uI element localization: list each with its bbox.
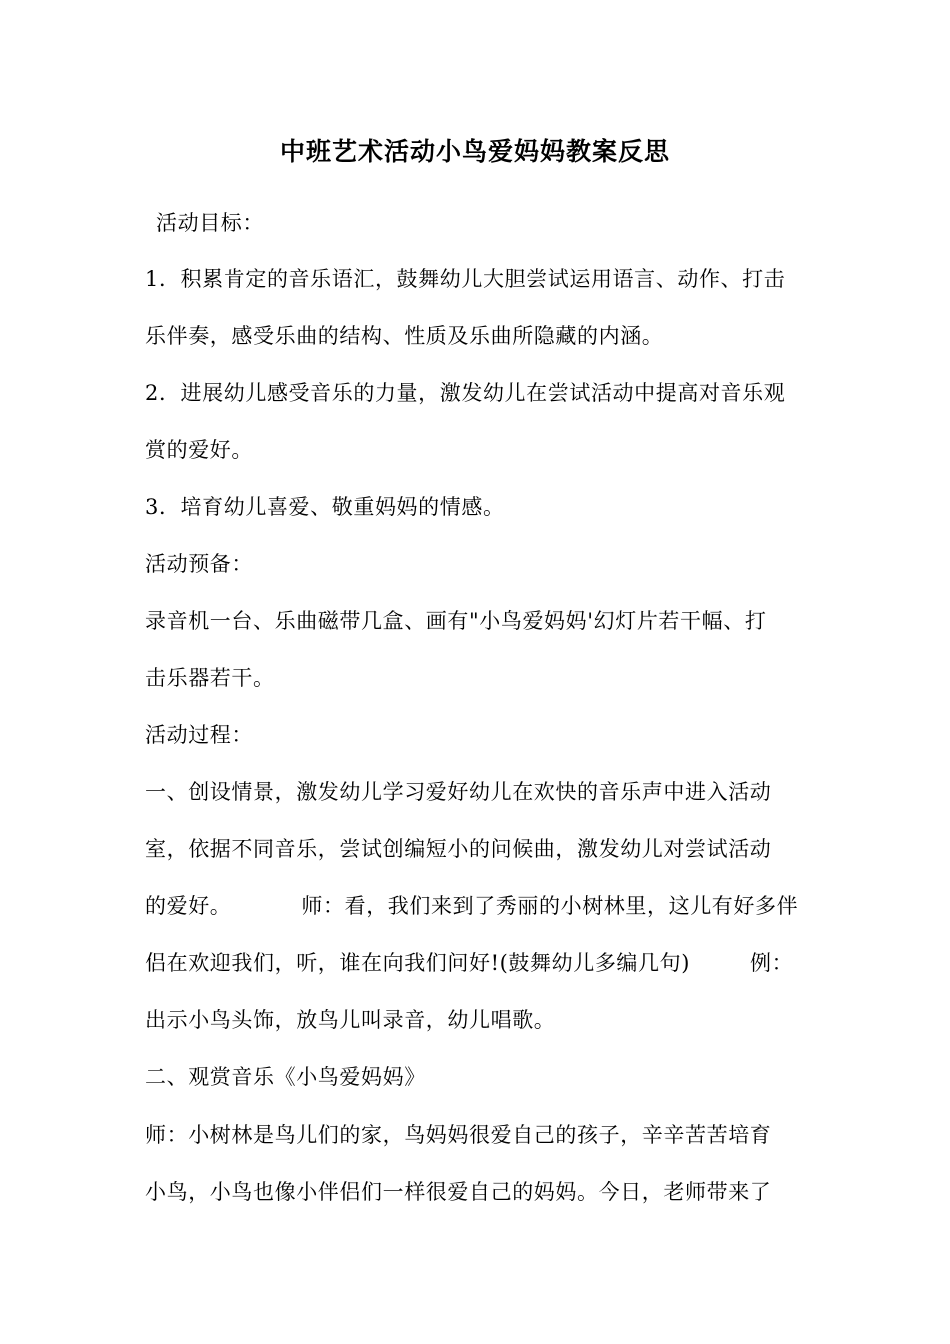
paragraph-line: 师：小树林是鸟儿们的家，鸟妈妈很爱自己的孩子，辛辛苦苦培育 [145, 1123, 772, 1147]
heading-activity-goals: 活动目标： [156, 211, 264, 235]
paragraph-line: 录音机一台、乐曲磁带几盒、画有"小鸟爱妈妈'幻灯片若干幅、打 [145, 609, 767, 633]
paragraph-line: 一、创设情景，激发幼儿学习爱好幼儿在欢快的音乐声中进入活动 [145, 780, 772, 804]
line-segment: 例： [750, 951, 794, 975]
heading-section-two: 二、观赏音乐《小鸟爱妈妈》 [145, 1065, 426, 1089]
line-segment: 侣在欢迎我们，听，谁在向我们问好!(鼓舞幼儿多编几句) [145, 951, 691, 975]
line-segment: 师：看，我们来到了秀丽的小树林里，这儿有好多伴 [301, 894, 799, 918]
document-title: 中班艺术活动小鸟爱妈妈教案反思 [279, 137, 670, 166]
paragraph-line [145, 948, 825, 978]
paragraph-line: 2．进展幼儿感受音乐的力量，激发幼儿在尝试活动中提高对音乐观 [145, 381, 786, 405]
paragraph-line: 室，依据不同音乐，尝试创编短小的问候曲，激发幼儿对尝试活动 [145, 837, 772, 861]
paragraph-line: 乐伴奏，感受乐曲的结构、性质及乐曲所隐藏的内涵。 [145, 324, 664, 348]
paragraph-line [145, 891, 825, 921]
heading-activity-process: 活动过程： [145, 723, 253, 747]
paragraph-line: 赏的爱好。 [145, 438, 253, 462]
heading-activity-preparation: 活动预备： [145, 552, 253, 576]
paragraph-line: 出示小鸟头饰，放鸟儿叫录音，幼儿唱歌。 [145, 1008, 556, 1032]
paragraph-line: 3．培育幼儿喜爱、敬重妈妈的情感。 [145, 495, 505, 519]
paragraph-line: 小鸟，小鸟也像小伴侣们一样很爱自己的妈妈。今日，老师带来了 [145, 1180, 772, 1204]
paragraph-line: 1．积累肯定的音乐语汇，鼓舞幼儿大胆尝试运用语言、动作、打击 [145, 267, 786, 291]
paragraph-line: 击乐器若干。 [145, 666, 275, 690]
line-segment: 的爱好。 [145, 894, 232, 918]
